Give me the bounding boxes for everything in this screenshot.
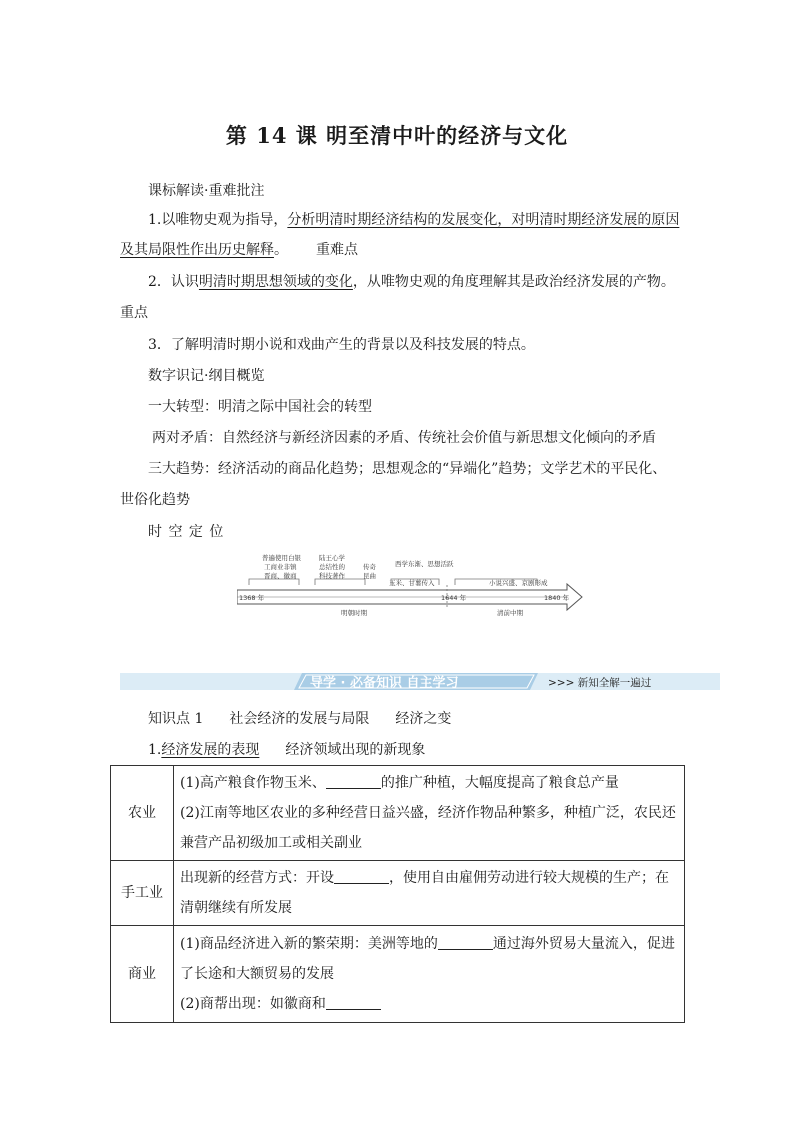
table-cell-content bbox=[174, 861, 685, 926]
knowledge-point-tag: 经济之变 bbox=[395, 711, 452, 727]
table-row-commerce bbox=[111, 926, 685, 1023]
table-row-agriculture bbox=[111, 766, 685, 861]
table-cell-content bbox=[174, 766, 685, 861]
point-2-underlined: 明清时期思想领域的变化 bbox=[198, 274, 353, 290]
commerce-item-2: (2)商帮出现：如徽商和 bbox=[180, 989, 678, 1019]
economy-table bbox=[110, 765, 685, 1023]
point-2-line bbox=[148, 271, 675, 293]
shuzi-heading: 数字识记·纲目概览 bbox=[148, 368, 265, 384]
knowledge-sub-tag: 经济领域出现的新现象 bbox=[285, 742, 426, 758]
timeline-period-qing: 清前中期 bbox=[497, 609, 523, 617]
table-row-handicraft bbox=[111, 861, 685, 926]
knowledge-sub-underlined: 经济发展的表现 bbox=[161, 742, 260, 758]
liangdui-line: 两对矛盾：自然经济与新经济因素的矛盾、传统社会价值与新思想文化倾向的矛盾 bbox=[152, 430, 656, 446]
timeline-year-1644: 1644 年 bbox=[441, 594, 467, 602]
timeline-event-6: 小说兴盛、京剧形成 bbox=[489, 579, 548, 587]
table-cell-content bbox=[174, 926, 685, 1023]
page-title: 第 14 课 明至清中叶的经济与文化 bbox=[225, 123, 569, 148]
banner-sub-text: >>> 新知全解一遍过 bbox=[548, 677, 652, 689]
sanda-line-b: 世俗化趋势 bbox=[120, 492, 190, 508]
handicraft-item-1: 出现新的经营方式：开设 ，使用自由雇佣劳动进行较大规模的生产；在清朝继续有所发展 bbox=[180, 863, 678, 923]
point-1-line-a bbox=[148, 209, 679, 231]
point-1-line-b bbox=[120, 239, 358, 261]
point-2-tag: 重点 bbox=[120, 305, 148, 321]
point-3-line: 3．了解明清时期小说和戏曲产生的背景以及科技发展的特点。 bbox=[148, 337, 535, 353]
banner-main-text: 导学 · 必备知识 自主学习 bbox=[310, 676, 459, 690]
point-1-tag: 重难点 bbox=[316, 242, 358, 258]
knowledge-point-label: 知识点 1 bbox=[148, 711, 204, 727]
timeline-period-ming: 明朝时期 bbox=[341, 609, 367, 617]
kebiao-heading: 课标解读·重难批注 bbox=[148, 183, 265, 199]
agriculture-item-2: (2)江南等地区农业的多种经营日益兴盛，经济作物品种繁多，种植广泛，农民还兼营产品初级加工或相关副业 bbox=[180, 805, 676, 851]
section-banner bbox=[120, 673, 720, 690]
table-cell-category: 手工业 bbox=[111, 861, 174, 926]
timeline-event-3-line-2: 昆曲 bbox=[363, 572, 376, 580]
yida-line: 一大转型：明清之际中国社会的转型 bbox=[148, 399, 372, 415]
knowledge-point-heading bbox=[148, 708, 451, 730]
sanda-line-a: 三大趋势：经济活动的商品化趋势；思想观念的“异端化”趋势；文学艺术的平民化、 bbox=[148, 461, 667, 477]
knowledge-sub-heading bbox=[148, 739, 425, 761]
timeline-event-3-line-1: 传奇 bbox=[363, 563, 376, 571]
fill-in-blank[interactable] bbox=[326, 772, 381, 789]
fill-in-blank[interactable] bbox=[334, 867, 389, 884]
agriculture-item-1: (1)高产粮食作物玉米、 的推广种植，大幅度提高了粮食总产量 bbox=[180, 768, 678, 798]
point-1-post: 。 bbox=[274, 242, 288, 258]
point-2-pre: 2．认识 bbox=[148, 274, 199, 290]
timeline-year-1368: 1368 年 bbox=[239, 594, 265, 602]
point-1-pre: 1.以唯物史观为指导， bbox=[148, 212, 288, 228]
table-cell-category: 商业 bbox=[111, 926, 174, 1023]
point-1-underlined: 分析明清时期经济结构的发展变化，对明清时期经济发展的原因 bbox=[287, 212, 680, 228]
knowledge-sub-pre: 1. bbox=[148, 742, 162, 758]
timeline-year-1840: 1840 年 bbox=[544, 594, 570, 602]
fill-in-blank[interactable] bbox=[326, 993, 381, 1010]
timeline-event-2-line-1: 陆王心学 bbox=[319, 554, 345, 562]
timeline-event-4: 玉米、甘薯传入 bbox=[389, 579, 435, 587]
timeline-event-1-line-2: 工商业非镇 bbox=[264, 563, 297, 571]
timeline-event-2-line-3: 科技著作 bbox=[319, 572, 345, 580]
timeline-event-2-line-2: 总结性的 bbox=[319, 563, 345, 571]
point-1-underlined-cont: 及其局限性作出历史解释 bbox=[120, 242, 274, 258]
commerce-item-1: (1)商品经济进入新的繁荣期：美洲等地的 通过海外贸易大量流入，促进了长途和大额贸易的发展 bbox=[180, 929, 678, 989]
timeline-diagram bbox=[237, 553, 583, 621]
shikong-heading: 时 空 定 位 bbox=[148, 524, 225, 540]
knowledge-point-title: 社会经济的发展与局限 bbox=[229, 711, 370, 727]
point-2-post: ，从唯物史观的角度理解其是政治经济发展的产物。 bbox=[352, 274, 675, 290]
timeline-event-1-line-1: 普遍使用白银 bbox=[262, 554, 301, 562]
table-cell-category: 农业 bbox=[111, 766, 174, 861]
timeline-event-1-line-3: 晋商、徽商 bbox=[264, 572, 297, 580]
timeline-event-5: 西学东渐、思想活跃 bbox=[395, 560, 454, 568]
fill-in-blank[interactable] bbox=[438, 933, 493, 950]
